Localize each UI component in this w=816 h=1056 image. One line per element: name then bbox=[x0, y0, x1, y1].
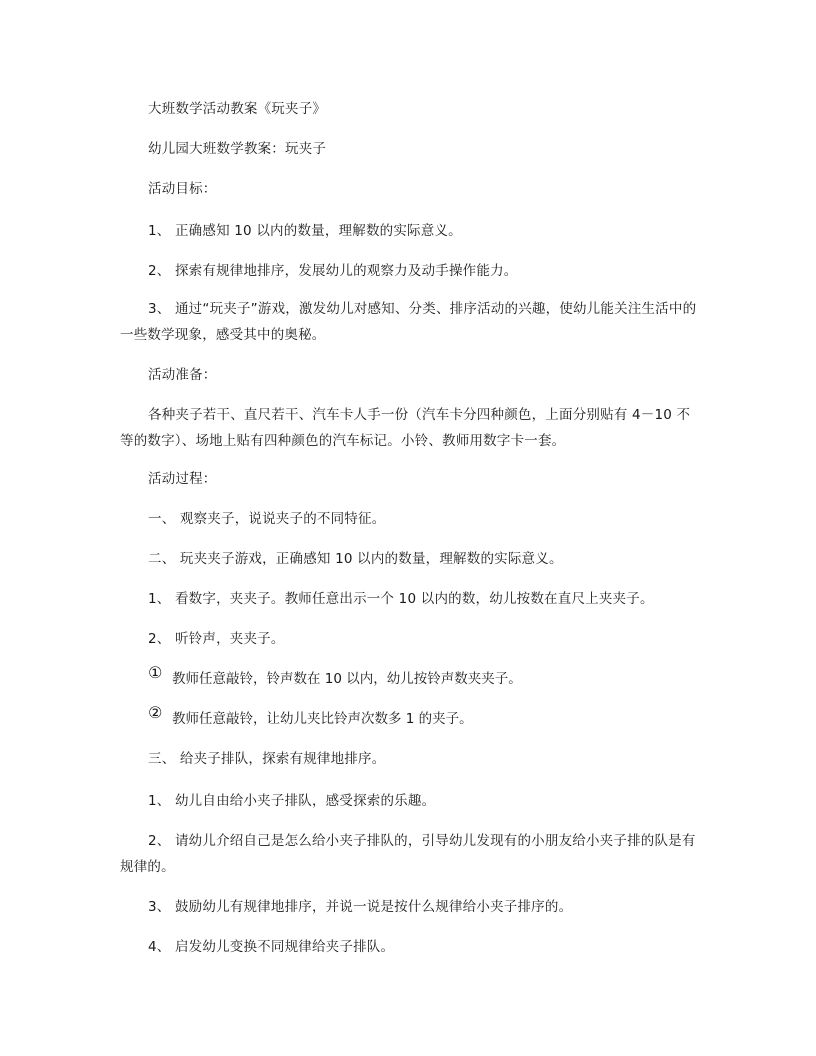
goals-heading: 活动目标： bbox=[148, 181, 217, 197]
circled-number: ① bbox=[148, 663, 163, 682]
goal-item: 1、 正确感知 10 以内的数量，理解数的实际意义。 bbox=[148, 223, 462, 239]
prep-heading: 活动准备： bbox=[148, 367, 217, 383]
goal-item: 3、 通过“玩夹子”游戏，激发幼儿对感知、分类、排序活动的兴趣，使幼儿能关注生活中的一些数学现象，感受其中的奥秘。 bbox=[120, 301, 697, 343]
process-item: 一、 观察夹子，说说夹子的不同特征。 bbox=[148, 511, 386, 527]
step-item: 2、 请幼儿介绍自己是怎么给小夹子排队的，引导幼儿发现有的小朋友给小夹子排的队是有规律的。 bbox=[120, 833, 696, 875]
circled-item bbox=[148, 703, 473, 732]
doc-subtitle: 幼儿园大班数学教案：玩夹子 bbox=[148, 141, 327, 157]
process-item: 二、 玩夹夹子游戏，正确感知 10 以内的数量，理解数的实际意义。 bbox=[148, 551, 563, 567]
circled-item-text: 教师任意敲铃，让幼儿夹比铃声次数多 1 的夹子。 bbox=[172, 711, 473, 727]
process-item: 1、 看数字，夹夹子。教师任意出示一个 10 以内的数，幼儿按数在直尺上夹夹子。 bbox=[148, 591, 654, 607]
step-item: 1、 幼儿自由给小夹子排队，感受探索的乐趣。 bbox=[148, 793, 436, 809]
goal-item: 2、 探索有规律地排序，发展幼儿的观察力及动手操作能力。 bbox=[148, 263, 518, 279]
prep-text: 各种夹子若干、直尺若干、汽车卡人手一份（汽车卡分四种颜色，上面分别贴有 4－10 不等的数字）、场地上贴有四种颜色的汽车标记。小铃、教师用数字卡一套。 bbox=[120, 407, 691, 449]
process-item: 2、 听铃声，夹夹子。 bbox=[148, 631, 285, 647]
step-item: 3、 鼓励幼儿有规律地排序，并说一说是按什么规律给小夹子排序的。 bbox=[148, 899, 573, 915]
circled-item bbox=[148, 663, 522, 692]
circled-number: ② bbox=[148, 703, 163, 722]
doc-title: 大班数学活动教案《玩夹子》 bbox=[148, 101, 327, 117]
section-heading: 三、 给夹子排队，探索有规律地排序。 bbox=[148, 751, 386, 767]
process-heading: 活动过程： bbox=[148, 471, 217, 487]
circled-item-text: 教师任意敲铃，铃声数在 10 以内，幼儿按铃声数夹夹子。 bbox=[172, 671, 522, 687]
step-item: 4、 启发幼儿变换不同规律给夹子排队。 bbox=[148, 939, 395, 955]
